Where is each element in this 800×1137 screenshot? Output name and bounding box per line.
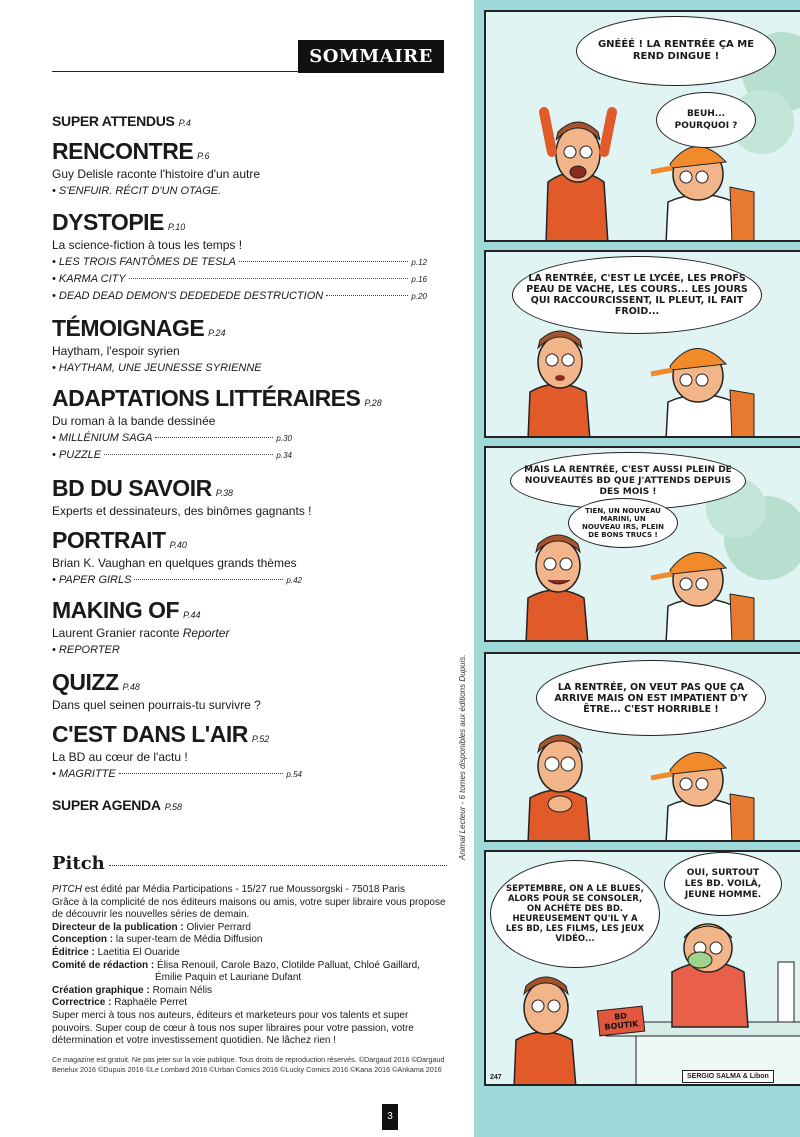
section-bd-du-savoir [52, 475, 311, 520]
section-title: MAKING OF [52, 597, 180, 623]
section-title: QUIZZ [52, 669, 119, 695]
list-item: • REPORTER [52, 644, 120, 656]
section-page: P.6 [197, 151, 210, 161]
section-title: PORTRAIT [52, 527, 166, 553]
character-cap [651, 752, 754, 842]
credit-line: Création graphique : Romain Nélis [52, 984, 213, 996]
section-cest-dans-lair [52, 721, 302, 783]
character-red-hoodie [544, 112, 612, 242]
list-item: • S'ENFUIR. RÉCIT D'UN OTAGE. [52, 185, 222, 197]
section-subtitle: La science-fiction à tous les temps ! [52, 238, 243, 252]
section-quizz [52, 669, 261, 714]
section-title: RENCONTRE [52, 138, 194, 164]
list-item: • MAGRITTE p.54 [52, 768, 302, 780]
section-subtitle: Laurent Granier raconte Reporter [52, 626, 230, 640]
section-portrait [52, 527, 302, 589]
section-subtitle: Du roman à la bande dessinée [52, 414, 216, 428]
credit-line: Conception : la super-team de Média Diffusion [52, 934, 263, 946]
section-subtitle: Guy Delisle raconte l'histoire d'un autre [52, 167, 261, 181]
section-temoignage [52, 315, 427, 377]
page-number: 3 [382, 1104, 398, 1130]
pitch-title: Pitch [52, 853, 105, 874]
section-dystopie [52, 209, 427, 305]
credit-line: Émilie Paquin et Lauriane Dufant [155, 972, 302, 984]
speech-bubble: TIEN, UN NOUVEAU MARINI, UN NOUVEAU IRS, PLEIN DE BONS TRUCS ! [568, 498, 678, 548]
character-cap [651, 348, 754, 438]
section-title: TÉMOIGNAGE [52, 315, 205, 341]
credit-line: Comité de rédaction : Élisa Renouil, Carole Bazo, Clotilde Palluat, Chloé Gaillard, [52, 959, 420, 971]
section-title: DYSTOPIE [52, 209, 164, 235]
signature: SERGIO SALMA & Libon [682, 1070, 774, 1083]
section-super-agenda [52, 797, 182, 813]
section-title: ADAPTATIONS LITTÉRAIRES [52, 385, 361, 411]
section-title: SUPER AGENDA [52, 797, 161, 813]
section-page: P.38 [215, 488, 234, 498]
pitch-header [52, 853, 447, 874]
character-red-hoodie [528, 331, 590, 438]
credits-block: PITCH est édité par Média Participations - 15/27 rue Moussorgski - 75018 Paris Grâce à la complicité de nos éditeurs maisons ou amis, votre super libraire vous propose de découvrir les nouvelles séries de demain. Directeur de la publication : Olivier Perrard Conception : la super-team de Média Diffusion Éditrice : Laetitia El Ouaride Comité de rédaction : Élisa Renouil, Carole Bazo, Clotilde Palluat, Chloé Gaillard, Émilie Paquin et Lauriane Dufant Création graphique : Romain Nélis Correctrice : Raphaële Perret Super merci à tous nos auteurs, éditeurs et marketeurs pour vos talents et super pouvoirs. Super coup de cœur à tous nos super libraires pour votre passion, votre détermination et votre investissement quotidien. Ne lâchez rien ! [52, 884, 450, 1048]
side-caption: Animal Lecteur - 6 tomes disponibles aux éditions Dupuis. [458, 654, 467, 860]
section-adaptations [52, 385, 382, 464]
section-subtitle: Experts et dessinateurs, des binômes gagnants ! [52, 504, 312, 518]
legal-notice: Ce magazine est gratuit. Ne pas jeter sur la voie publique. Tous droits de reproduction réservés. ©Dargaud 2016 ©Dargaud Benelux 2016 ©Dupuis 2016 ©Le Lombard 2016 ©Urban Comics 2016 ©Lucky Comics 2016 ©Kana 2016 ©Ankama 2016 [52, 1055, 445, 1074]
section-page: P.52 [251, 734, 270, 744]
credit-line: Directeur de la publication : Olivier Perrard [52, 921, 251, 933]
thanks-text: Super merci à tous nos auteurs, éditeurs et marketeurs pour vos talents et super pouvoirs. Super coup de cœur à tous nos super libraires pour votre passion, votre détermination et votre investissement quotidien. Ne lâchez rien ! [52, 1009, 414, 1047]
section-making-of [52, 597, 427, 659]
list-item: • HAYTHAM, UNE JEUNESSE SYRIENNE [52, 362, 262, 374]
character-red-hoodie [514, 977, 576, 1086]
section-page: P.4 [178, 118, 191, 128]
section-page: P.48 [122, 682, 140, 692]
header-rule [52, 71, 298, 72]
section-rencontre [52, 138, 427, 200]
list-item: • PUZZLE p.34 [52, 449, 292, 461]
section-super-attendus [52, 113, 191, 129]
credit-line: Correctrice : Raphaële Perret [52, 997, 188, 1009]
speech-bubble: LA RENTRÉE, C'EST LE LYCÉE, LES PROFS PEAU DE VACHE, LES COURS... LES JOURS QUI RACCOURCISSENT, IL PLEUT, IL FAIT FROID... [512, 256, 762, 334]
comic-panel-5 [484, 850, 800, 1086]
section-subtitle: Dans quel seinen pourrais-tu survivre ? [52, 698, 261, 712]
comic-strip [474, 0, 800, 1137]
speech-bubble: GNÉÉÉ ! LA RENTRÉE ÇA ME REND DINGUE ! [576, 16, 776, 86]
section-page: P.10 [167, 222, 186, 232]
character-red-hoodie [526, 535, 588, 642]
list-item: • MILLÉNIUM SAGA p.30 [52, 432, 292, 444]
page-title: SOMMAIRE [298, 40, 444, 73]
section-title: C'EST DANS L'AIR [52, 721, 248, 747]
comic-panel-4 [484, 652, 800, 842]
list-item: • KARMA CITY p.16 [52, 273, 427, 285]
speech-bubble: OUI, SURTOUT LES BD. VOILÀ, JEUNE HOMME. [664, 852, 782, 916]
speech-bubble: SEPTEMBRE, ON A LE BLUES, ALORS POUR SE CONSOLER, ON ACHÈTE DES BD. HEUREUSEMENT QU'IL Y A LES BD, LES FILMS, LES JEUX VIDÉO... [490, 860, 660, 968]
section-page: P.58 [164, 802, 183, 812]
speech-bubble: BEUH... POURQUOI ? [656, 92, 756, 148]
list-item: • LES TROIS FANTÔMES DE TESLA p.12 [52, 256, 427, 268]
character-cap [651, 146, 754, 242]
section-page: P.44 [183, 610, 201, 620]
section-title: SUPER ATTENDUS [52, 113, 175, 129]
list-item: • PAPER GIRLS p.42 [52, 574, 302, 586]
character-red-hoodie [528, 735, 590, 842]
section-page: P.40 [169, 540, 187, 550]
section-subtitle: Brian K. Vaughan en quelques grands thèmes [52, 556, 297, 570]
comic-panel-2 [484, 250, 800, 438]
shop-sign: BD BOUTIK [597, 1006, 645, 1037]
section-title: BD DU SAVOIR [52, 475, 212, 501]
list-item: • DEAD DEAD DEMON'S DEDEDEDE DESTRUCTION p.20 [52, 290, 427, 302]
section-subtitle: La BD au cœur de l'actu ! [52, 750, 188, 764]
section-page: P.28 [364, 398, 382, 408]
strip-number: 247 [490, 1074, 502, 1081]
character-shopkeeper [672, 924, 748, 1027]
comic-panel-3 [484, 446, 800, 642]
section-subtitle: Haytham, l'espoir syrien [52, 344, 180, 358]
comic-panel-1 [484, 10, 800, 242]
credit-line: Éditrice : Laetitia El Ouaride [52, 946, 180, 958]
speech-bubble: LA RENTRÉE, ON VEUT PAS QUE ÇA ARRIVE MAIS ON EST IMPATIENT D'Y ÊTRE... C'EST HORRIBLE ! [536, 660, 766, 736]
section-page: P.24 [208, 328, 226, 338]
speech-bubble: MAIS LA RENTRÉE, C'EST AUSSI PLEIN DE NOUVEAUTÉS BD QUE J'ATTENDS DEPUIS DES MOIS ! [510, 452, 746, 510]
